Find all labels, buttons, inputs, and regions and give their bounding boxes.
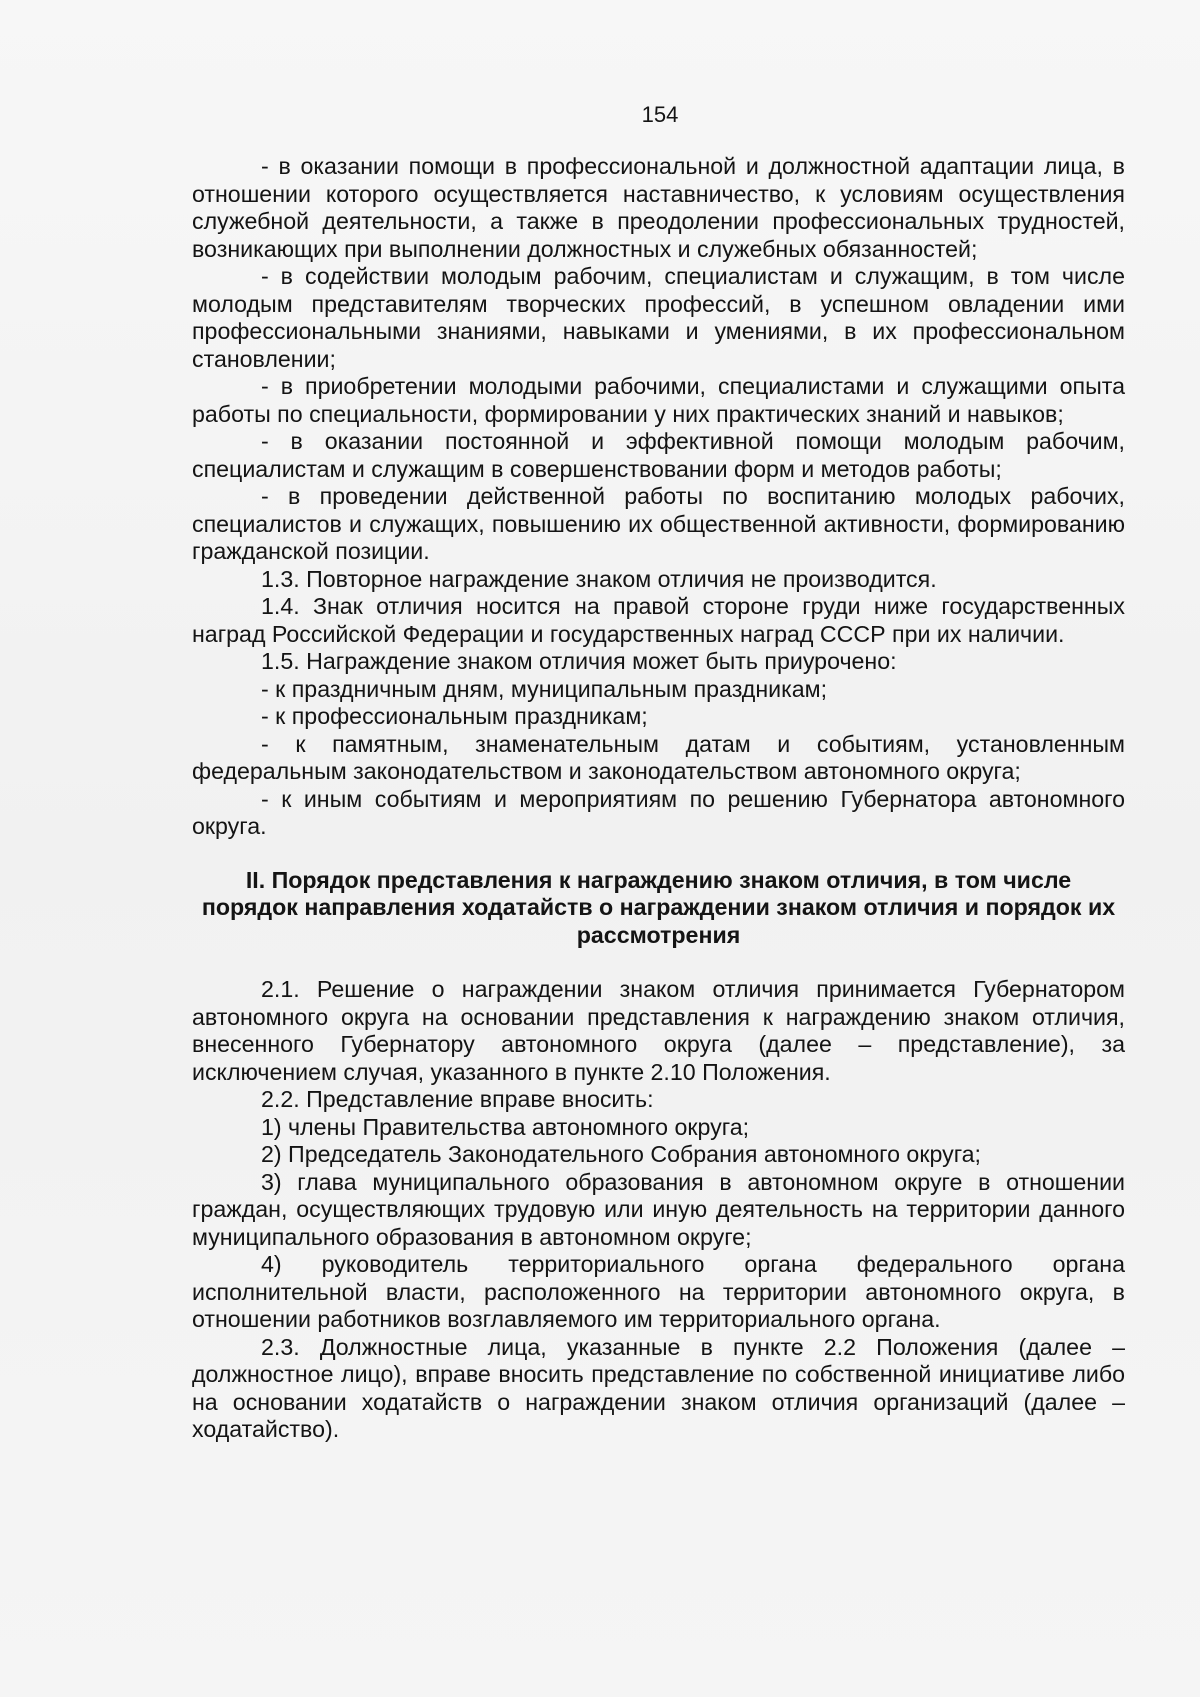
paragraph: - к памятным, знаменательным датам и событиям, установленным федеральным законодательством и законодательством автономного округа; [192, 730, 1125, 784]
document-body [192, 153, 1125, 1444]
paragraph: 1.5. Награждение знаком отличия может быть приурочено: [261, 648, 897, 674]
paragraph: - в оказании помощи в профессиональной и должностной адаптации лица, в отношении которого осуществляется наставничество, к условиям осуществления служебной деятельности, а также в преодолении профессиональных трудностей, возникающих при выполнении должностных и служебных обязанностей; [192, 153, 1125, 262]
paragraph: 2.2. Представление вправе вносить: [261, 1086, 654, 1112]
section-heading: II. Порядок представления к награждению знаком отличия, в том числе порядок направления ходатайств о награждении знаком отличия и порядок их рассмотрения [201, 866, 1116, 948]
paragraph: 2.3. Должностные лица, указанные в пункте 2.2 Положения (далее – должностное лицо), вправе вносить представление по собственной инициативе либо на основании ходатайств о награждении знаком отличия организаций (далее – ходатайство). [192, 1333, 1125, 1442]
section-1-paragraphs [192, 153, 1125, 841]
paragraph: - в содействии молодым рабочим, специалистам и служащим, в том числе молодым представителям творческих профессий, в успешном овладении ими профессиональными знаниями, навыками и умениями, в их профессиональном становлении; [192, 263, 1125, 372]
paragraph: 2) Председатель Законодательного Собрания автономного округа; [261, 1141, 981, 1167]
paragraph: - к иным событиям и мероприятиям по решению Губернатора автономного округа. [192, 785, 1125, 839]
paragraph: - к праздничным дням, муниципальным праздникам; [261, 675, 828, 702]
paragraph: - в приобретении молодыми рабочими, специалистами и служащими опыта работы по специальности, формировании у них практических знаний и навыков; [192, 373, 1125, 427]
paragraph: 1) члены Правительства автономного округа; [261, 1113, 750, 1140]
paragraph: - к профессиональным праздникам; [261, 703, 648, 729]
paragraph: 3) глава муниципального образования в автономном округе в отношении граждан, осуществляющих трудовую или иную деятельность на территории данного муниципального образования в автономном округе; [192, 1168, 1125, 1250]
section-2-paragraphs [192, 976, 1125, 1444]
page-number: 154 [641, 102, 679, 127]
paragraph: 1.3. Повторное награждение знаком отличия не производится. [261, 565, 937, 592]
paragraph: 1.4. Знак отличия носится на правой стороне груди ниже государственных наград Российской Федерации и государственных наград СССР при их наличии. [192, 593, 1125, 647]
paragraph: 4) руководитель территориального органа федерального органа исполнительной власти, расположенного на территории автономного округа, в отношении работников возглавляемого им территориального органа. [192, 1251, 1125, 1332]
paragraph: 2.1. Решение о награждении знаком отличия принимается Губернатором автономного округа на основании представления к награждению знаком отличия, внесенного Губернатору автономного округа (далее – представление), за исключением случая, указанного в пункте 2.10 Положения. [192, 976, 1125, 1085]
paragraph: - в оказании постоянной и эффективной помощи молодым рабочим, специалистам и служащим в совершенствовании форм и методов работы; [192, 428, 1125, 482]
paragraph: - в проведении действенной работы по воспитанию молодых рабочих, специалистов и служащих, повышению их общественной активности, формированию гражданской позиции. [192, 483, 1125, 564]
